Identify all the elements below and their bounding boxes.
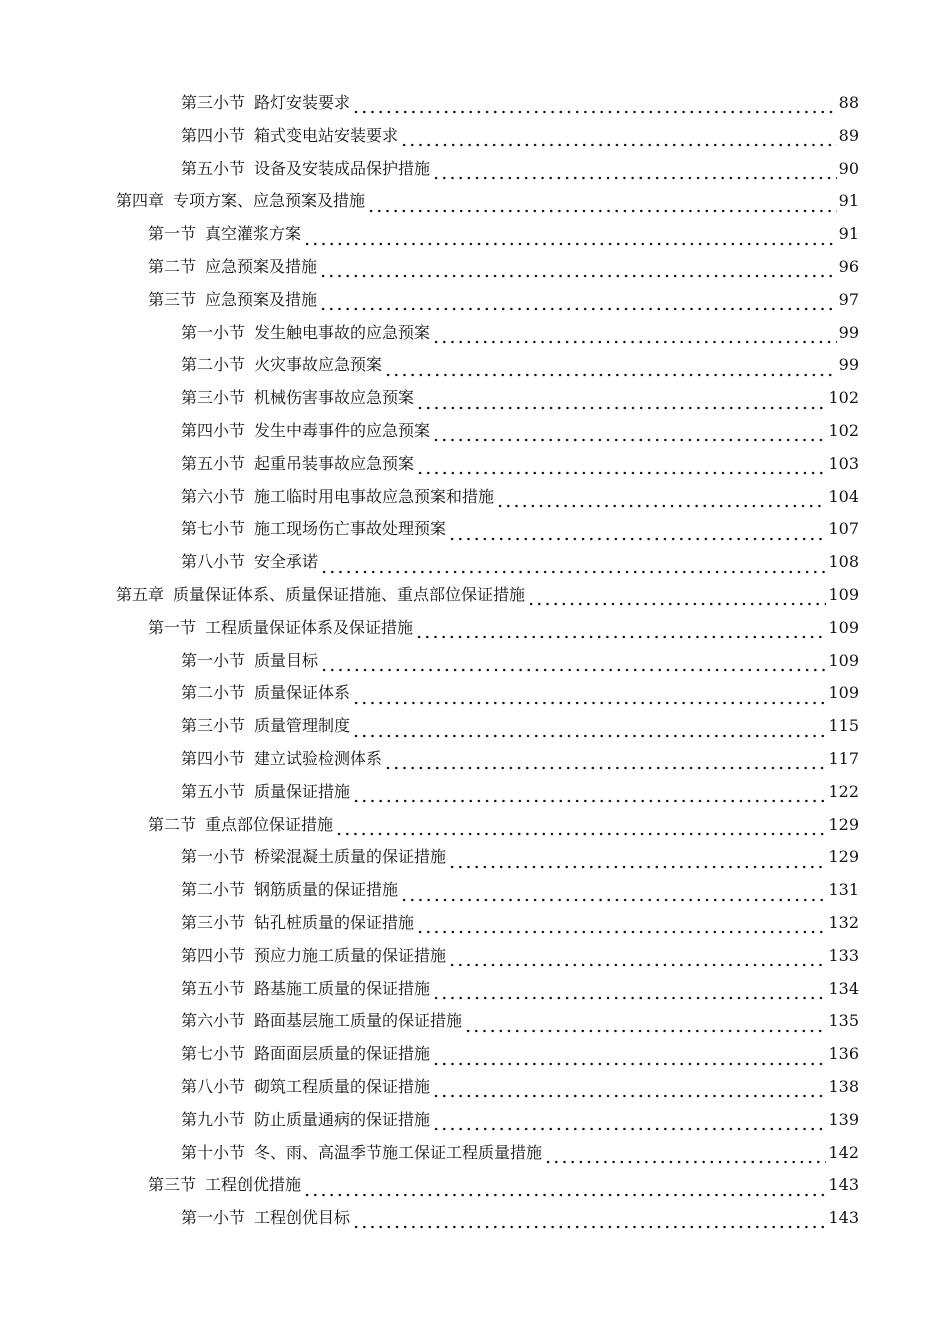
dot-leader (320, 558, 826, 574)
toc-entry-title: 质量保证体系 (254, 683, 351, 703)
toc-entry-page-number: 135 (828, 1011, 859, 1031)
toc-entry-number: 第一小节 (181, 1208, 246, 1228)
toc-entry-number: 第三小节 (181, 388, 246, 408)
toc-entry[interactable] (0, 710, 950, 743)
toc-entry[interactable] (0, 1038, 950, 1071)
toc-entry-title: 施工临时用电事故应急预案和措施 (254, 486, 495, 506)
toc-entry-page-number: 131 (828, 880, 859, 900)
toc-entry[interactable] (0, 1202, 950, 1235)
toc-entry-number: 第四小节 (181, 945, 246, 965)
toc-entry-number: 第二节 (148, 814, 197, 834)
dot-leader (352, 787, 826, 803)
toc-entry-title: 工程创优措施 (205, 1175, 302, 1195)
toc-entry-title: 路基施工质量的保证措施 (254, 978, 431, 998)
dot-leader (319, 262, 837, 278)
toc-entry[interactable] (0, 448, 950, 481)
toc-entry-title: 火灾事故应急预案 (254, 355, 383, 375)
toc-entry[interactable] (0, 776, 950, 809)
toc-entry-page-number: 109 (828, 683, 859, 703)
toc-entry-title: 质量保证措施 (254, 781, 351, 801)
dot-leader (352, 722, 826, 738)
dot-leader (319, 295, 837, 311)
toc-entry-number: 第四小节 (181, 420, 246, 440)
dot-leader (400, 886, 826, 902)
dot-leader (352, 1213, 826, 1229)
toc-entry[interactable] (0, 218, 950, 251)
toc-entry-page-number: 99 (838, 355, 859, 375)
dot-leader (448, 853, 826, 869)
toc-entry-title: 砌筑工程质量的保证措施 (254, 1076, 431, 1096)
toc-entry[interactable] (0, 973, 950, 1006)
toc-entry[interactable] (0, 1104, 950, 1137)
toc-entry-title: 路面面层质量的保证措施 (254, 1044, 431, 1064)
toc-entry-page-number: 99 (838, 322, 859, 342)
toc-entry-page-number: 133 (828, 945, 859, 965)
toc-entry-number: 第四小节 (181, 748, 246, 768)
toc-entry-page-number: 90 (838, 158, 859, 178)
toc-entry-number: 第一小节 (181, 847, 246, 867)
toc-entry-number: 第五小节 (181, 978, 246, 998)
toc-entry[interactable] (0, 185, 950, 218)
toc-entry-title: 质量管理制度 (254, 716, 351, 736)
toc-entry[interactable] (0, 1169, 950, 1202)
toc-entry-number: 第二小节 (181, 880, 246, 900)
dot-leader (432, 1115, 826, 1131)
toc-entry-title: 冬、雨、高温季节施工保证工程质量措施 (254, 1142, 543, 1162)
dot-leader (303, 1181, 826, 1197)
toc-entry-number: 第一节 (148, 224, 197, 244)
toc-entry[interactable] (0, 940, 950, 973)
toc-entry[interactable] (0, 546, 950, 579)
toc-entry-title: 路灯安装要求 (254, 93, 351, 112)
toc-entry-page-number: 117 (828, 748, 859, 768)
toc-entry-number: 第一节 (148, 617, 197, 637)
dot-leader (367, 197, 837, 213)
toc-entry-number: 第八小节 (181, 1076, 246, 1096)
dot-leader (416, 918, 826, 934)
dot-leader (448, 951, 826, 967)
toc-entry-title: 钻孔桩质量的保证措施 (254, 912, 415, 932)
toc-entry-page-number: 143 (828, 1208, 859, 1228)
dot-leader (320, 656, 826, 672)
toc-entry-page-number: 88 (838, 93, 859, 112)
dot-leader (400, 131, 837, 147)
dot-leader (464, 1017, 826, 1033)
toc-entry-number: 第十小节 (181, 1142, 246, 1162)
toc-entry-title: 设备及安装成品保护措施 (254, 158, 431, 178)
dot-leader (544, 1148, 826, 1164)
toc-entry-number: 第一小节 (181, 650, 246, 670)
toc-entry-title: 建立试验检测体系 (254, 748, 383, 768)
toc-entry-page-number: 91 (838, 224, 859, 244)
toc-entry-number: 第一小节 (181, 322, 246, 342)
toc-entry-number: 第八小节 (181, 552, 246, 572)
dot-leader (432, 1082, 826, 1098)
toc-entry[interactable] (0, 349, 950, 382)
toc-entry-page-number: 139 (828, 1109, 859, 1129)
toc-entry[interactable] (0, 1071, 950, 1104)
toc-entry-title: 工程质量保证体系及保证措施 (205, 617, 414, 637)
toc-entry-number: 第六小节 (181, 1011, 246, 1031)
toc-entry-page-number: 132 (828, 912, 859, 932)
toc-entry[interactable] (0, 874, 950, 907)
toc-entry-title: 预应力施工质量的保证措施 (254, 945, 447, 965)
toc-entry[interactable] (0, 809, 950, 842)
toc-entry-page-number: 143 (828, 1175, 859, 1195)
toc-entry-title: 应急预案及措施 (205, 289, 318, 309)
toc-entry-number: 第五小节 (181, 453, 246, 473)
toc-entry-number: 第五章 (116, 584, 165, 604)
toc-entry-title: 钢筋质量的保证措施 (254, 880, 399, 900)
toc-entry-number: 第九小节 (181, 1109, 246, 1129)
toc-entry-title: 发生触电事故的应急预案 (254, 322, 431, 342)
toc-entry-page-number: 129 (828, 847, 859, 867)
toc-entry-number: 第五小节 (181, 781, 246, 801)
toc-entry-page-number: 142 (828, 1142, 859, 1162)
toc-entry[interactable] (0, 841, 950, 874)
toc-entry-number: 第二节 (148, 256, 197, 276)
toc-entry-page-number: 104 (828, 486, 859, 506)
toc-entry-number: 第三节 (148, 289, 197, 309)
dot-leader (448, 525, 826, 541)
toc-entry[interactable] (0, 1005, 950, 1038)
toc-entry[interactable] (0, 284, 950, 317)
toc-entry-title: 专项方案、应急预案及措施 (173, 191, 366, 211)
dot-leader (527, 590, 826, 606)
toc-entry-number: 第二小节 (181, 683, 246, 703)
toc-entry[interactable] (0, 743, 950, 776)
toc-entry-title: 箱式变电站安装要求 (254, 125, 399, 145)
toc-entry-title: 桥梁混凝土质量的保证措施 (254, 847, 447, 867)
toc-entry-number: 第四章 (116, 191, 165, 211)
toc-entry-title: 质量保证体系、质量保证措施、重点部位保证措施 (173, 584, 526, 604)
toc-entry-title: 质量目标 (254, 650, 319, 670)
table-of-contents (0, 87, 950, 1235)
toc-entry-number: 第三小节 (181, 912, 246, 932)
toc-entry-title: 安全承诺 (254, 552, 319, 572)
dot-leader (384, 754, 826, 770)
dot-leader (335, 820, 826, 836)
toc-entry[interactable] (0, 612, 950, 645)
toc-entry-title: 发生中毒事件的应急预案 (254, 420, 431, 440)
dot-leader (415, 623, 826, 639)
toc-entry-title: 路面基层施工质量的保证措施 (254, 1011, 463, 1031)
dot-leader (432, 984, 826, 1000)
toc-entry-page-number: 109 (828, 584, 859, 604)
toc-entry-number: 第三小节 (181, 93, 246, 112)
toc-entry-number: 第七小节 (181, 1044, 246, 1064)
dot-leader (416, 394, 826, 410)
toc-entry-number: 第六小节 (181, 486, 246, 506)
dot-leader (352, 98, 837, 114)
toc-entry-page-number: 134 (828, 978, 859, 998)
toc-entry[interactable] (0, 153, 950, 186)
toc-entry-title: 防止质量通病的保证措施 (254, 1109, 431, 1129)
dot-leader (432, 328, 837, 344)
toc-entry-page-number: 138 (828, 1076, 859, 1096)
toc-entry[interactable] (0, 87, 950, 120)
toc-entry-number: 第四小节 (181, 125, 246, 145)
toc-entry-page-number: 109 (828, 617, 859, 637)
toc-entry-title: 施工现场伤亡事故处理预案 (254, 519, 447, 539)
dot-leader (384, 361, 837, 377)
toc-entry-page-number: 122 (828, 781, 859, 801)
dot-leader (496, 492, 826, 508)
toc-entry-title: 重点部位保证措施 (205, 814, 334, 834)
toc-entry-page-number: 89 (838, 125, 859, 145)
toc-entry-title: 应急预案及措施 (205, 256, 318, 276)
dot-leader (416, 459, 826, 475)
toc-entry-number: 第三节 (148, 1175, 197, 1195)
toc-entry-number: 第二小节 (181, 355, 246, 375)
toc-entry[interactable] (0, 317, 950, 350)
toc-entry-page-number: 97 (838, 289, 859, 309)
dot-leader (432, 426, 826, 442)
toc-entry-page-number: 115 (828, 716, 859, 736)
toc-entry[interactable] (0, 677, 950, 710)
dot-leader (432, 164, 837, 180)
toc-entry[interactable] (0, 251, 950, 284)
toc-entry[interactable] (0, 579, 950, 612)
toc-entry-page-number: 102 (828, 388, 859, 408)
toc-entry-page-number: 107 (828, 519, 859, 539)
toc-entry-number: 第七小节 (181, 519, 246, 539)
toc-entry[interactable] (0, 415, 950, 448)
toc-entry-page-number: 91 (838, 191, 859, 211)
dot-leader (303, 230, 837, 246)
toc-entry[interactable] (0, 120, 950, 153)
toc-entry[interactable] (0, 382, 950, 415)
toc-entry-number: 第三小节 (181, 716, 246, 736)
toc-entry[interactable] (0, 1137, 950, 1170)
toc-entry-number: 第五小节 (181, 158, 246, 178)
toc-entry-page-number: 129 (828, 814, 859, 834)
toc-entry-title: 工程创优目标 (254, 1208, 351, 1228)
toc-entry[interactable] (0, 481, 950, 514)
toc-entry-page-number: 96 (838, 256, 859, 276)
toc-entry-title: 机械伤害事故应急预案 (254, 388, 415, 408)
toc-entry-page-number: 109 (828, 650, 859, 670)
toc-entry-title: 真空灌浆方案 (205, 224, 302, 244)
toc-entry[interactable] (0, 907, 950, 940)
toc-entry-page-number: 103 (828, 453, 859, 473)
toc-entry-page-number: 102 (828, 420, 859, 440)
toc-entry-title: 起重吊装事故应急预案 (254, 453, 415, 473)
dot-leader (352, 689, 826, 705)
toc-entry-page-number: 108 (828, 552, 859, 572)
dot-leader (432, 1050, 826, 1066)
toc-entry-page-number: 136 (828, 1044, 859, 1064)
toc-entry[interactable] (0, 645, 950, 678)
toc-entry[interactable] (0, 513, 950, 546)
